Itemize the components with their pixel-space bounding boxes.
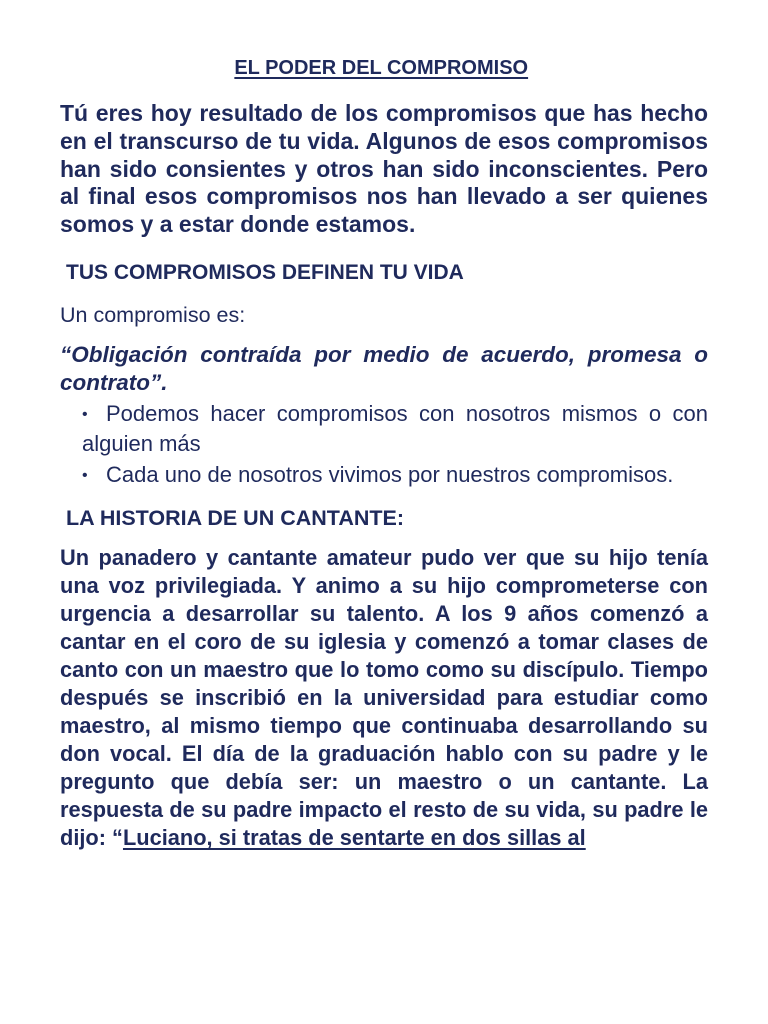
bullet-icon: •	[82, 405, 88, 423]
document-title	[60, 54, 708, 82]
definition-intro: Un compromiso es:	[60, 302, 246, 327]
document-title-text: EL PODER DEL COMPROMISO	[234, 57, 529, 79]
section-heading-historia: LA HISTORIA DE UN CANTANTE:	[66, 505, 405, 530]
bullet-text-1: Podemos hacer compromisos con nosotros mismos o con alguien más	[82, 400, 708, 456]
definition-quote: “Obligación contraída por medio de acuerdo, promesa o contrato”.	[60, 341, 708, 395]
bullet-list	[60, 399, 708, 490]
story-paragraph	[60, 544, 708, 852]
bullet-item-2	[60, 460, 708, 490]
bullet-text-2: Cada uno de nosotros vivimos por nuestros compromisos.	[106, 461, 674, 487]
document-page	[60, 54, 708, 852]
bullet-item-1	[60, 399, 708, 458]
story-text: Un panadero y cantante amateur pudo ver que su hijo tenía una voz privilegiada. Y animo a su hijo comprometerse con urgencia a desarrollar su talento. A los 9 años comenzó a cantar en el coro de su iglesia y comenzó a tomar clases de canto con un maestro que lo tomo como su discípulo. Tiempo después se inscribió en la universidad para estudiar como maestro, al mismo tiempo que continuaba desarrollando su don vocal. El día de la graduación hablo con su padre y le pregunto que debía ser: un maestro o un cantante. La respuesta de su padre impacto el resto de su vida, su padre le dijo: “	[60, 544, 708, 850]
section-heading-compromisos: TUS COMPROMISOS DEFINEN TU VIDA	[66, 260, 464, 284]
story-underlined-quote: Luciano, si tratas de sentarte en dos sillas al	[122, 824, 586, 850]
bullet-icon: •	[82, 466, 88, 484]
intro-paragraph: Tú eres hoy resultado de los compromisos que has hecho en el transcurso de tu vida. Algunos de esos compromisos han sido consientes y otros han sido inconscientes. Pero al final esos compromisos nos han llevado a ser quienes somos y a estar donde estamos.	[60, 100, 708, 238]
